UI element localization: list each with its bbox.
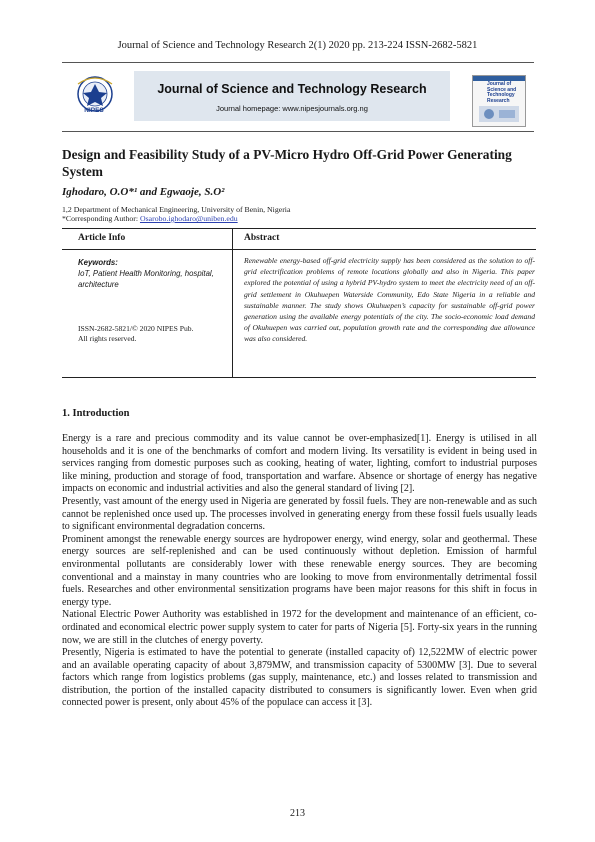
journal-title: Journal of Science and Technology Research [157, 82, 427, 96]
authors: Ighodaro, O.O*¹ and Egwaoje, S.O² [62, 186, 225, 198]
paragraph: Presently, vast amount of the energy used in Nigeria are generated by fossil fuels. They are non-renewable and as such cannot be replenished once used up. The processes involved in generating energy from these fossil fuels usually leads to significant environmental degradation concerns. [62, 495, 537, 533]
article-info-heading: Article Info [78, 233, 126, 243]
author-email-link[interactable]: Osarobo.ighodaro@uniben.edu [139, 214, 238, 223]
rights-line: All rights reserved. [78, 333, 137, 343]
section-heading: 1. Introduction [62, 408, 130, 419]
abstract-text: Renewable energy-based off-grid electricity supply has been considered as the solution to off-grid electrification problems of remote locations globally and also in Nigeria. This paper explored the potential of using a hybrid PV-hydro system to meet the electricity need of an off-grid settlement in Okuhuepen Waterside Community, Edo State Nigeria in a reliable and sustainable manner. The study shows Okuhuepen’s capacity for sustainable off-grid power generation using the available energy potentials of the city. The socio-economic load demand of Okuhuepen was carried out, population growth rate and the corresponding due allowance was also considered. [244, 256, 535, 344]
abstract-heading: Abstract [244, 233, 280, 243]
paragraph: Presently, Nigeria is estimated to have the potential to generate (installed capacity of) 12,522MW of electric power and an available operating capacity of about 3,879MW, and transmission capacity of 5300MW [3]. Due to several factors which range from logistics problems (gas supply, maintenance, etc.) and losses related to transmission and distribution, the portion of the installed capacity distributed to consumers is significantly lower. Even when grid connected power is present, only about 45% of the populace can access it [3]. [62, 647, 537, 709]
keywords-label: Keywords: [78, 258, 118, 267]
paragraph: National Electric Power Authority was established in 1972 for the development and maintenance of an efficient, co-ordinated and economical electric power supply system to cater for parts of Nigeria [5]. Forty-six years in the running now, we are still in the clutches of energy poverty. [62, 609, 537, 646]
journal-homepage[interactable]: Journal homepage: www.nipesjournals.org.ng [216, 104, 368, 113]
keywords-text: IoT, Patient Health Monitoring, hospital, architecture [78, 269, 214, 289]
issn-line: ISSN-2682-5821/© 2020 NIPES Pub. [78, 324, 194, 333]
cover-title: Journal of Science and Technology Research [487, 81, 517, 104]
nipes-logo-icon [66, 72, 124, 128]
paper-title: Design and Feasibility Study of a PV-Micro Hydro Off-Grid Power Generating System [62, 147, 512, 179]
issn-notice [78, 324, 228, 343]
article-info-table [62, 228, 536, 378]
corresponding-author [62, 214, 238, 223]
journal-cover-thumbnail [472, 75, 526, 127]
banner-title-box [134, 71, 450, 121]
running-head: Journal of Science and Technology Research 2(1) 2020 pp. 213-224 ISSN-2682-5821 [117, 40, 478, 51]
logo-text: NIPES [84, 107, 104, 114]
affiliation: 1,2 Department of Mechanical Engineering, University of Benin, Nigeria [62, 205, 291, 214]
corresponding-label: *Corresponding Author: [62, 214, 139, 223]
introduction-body [62, 433, 537, 710]
paragraph: Energy is a rare and precious commodity and its value cannot be over-emphasized[1]. Energy is utilised in all households and it is one of the benchmarks of comfort and modern living. Its versatility is evident in being used in services ranging from domestic purposes such as cooking, heating of water, lighting, comfort to industrial purposes like mining, production and storage of food, transportation and warfare. Absence or shortage of energy has negative impacts on economic and industrial activities and also the general standard of living [2]. [62, 433, 537, 495]
journal-banner [62, 62, 534, 132]
page-number: 213 [290, 808, 305, 819]
article-info-column [62, 228, 233, 378]
paragraph: Prominent amongst the renewable energy sources are hydropower energy, wind energy, solar and geothermal. These energy sources are self-replenished and can be used continuously without depletion. Emission of harmful environmental pollutants are considerably lower with these renewable energy sources. They are becoming conventional and a mainstay in many countries who are looking to move from environmentally detrimental fossil fuels. Researches and other environmental sensitization programs have been major reasons for this shift in focus in energy type. [62, 533, 537, 608]
cover-graphic-icon [475, 100, 523, 124]
